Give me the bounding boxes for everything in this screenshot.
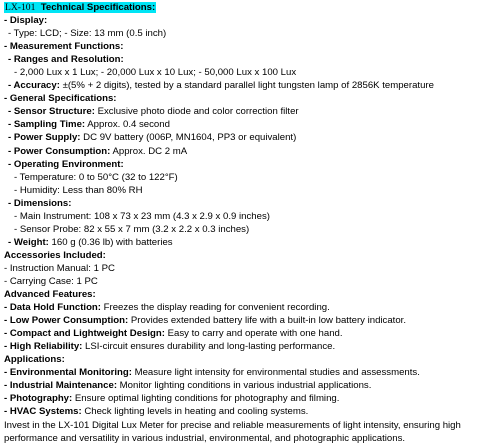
hvac-text: Check lighting levels in heating and cooling systems. <box>81 406 309 418</box>
power-consumption-label: - Power Consumption: <box>8 145 111 157</box>
humidity-line: - Humidity: Less than 80% RH <box>14 184 143 196</box>
environmental-monitoring-text: Measure light intensity for environmental studies and assessments. <box>131 367 420 379</box>
reliability-line <box>4 340 474 353</box>
accessories-heading: Accessories Included: <box>4 249 106 261</box>
photography-label: - Photography: <box>4 393 73 405</box>
data-hold-line <box>4 301 474 314</box>
document-title <box>4 2 156 13</box>
weight-line <box>4 236 474 249</box>
sensor-structure-text: Exclusive photo diode and color correction filter <box>94 106 299 118</box>
power-consumption-text: Approx. DC 2 mA <box>110 145 188 157</box>
power-consumption-line <box>4 145 474 158</box>
accuracy-label: - Accuracy: <box>8 80 60 92</box>
title-text: Technical Specifications: <box>40 2 156 13</box>
environmental-monitoring-line <box>4 366 474 379</box>
compact-design-text: Easy to carry and operate with one hand. <box>164 328 343 340</box>
reliability-text: LSI-circuit ensures durability and long-lasting performance. <box>82 341 336 353</box>
hvac-line <box>4 405 474 418</box>
environmental-monitoring-label: - Environmental Monitoring: <box>4 367 132 379</box>
reliability-label: - High Reliability: <box>4 341 83 353</box>
sampling-time-label: - Sampling Time: <box>8 119 86 131</box>
sampling-time-line <box>4 118 474 131</box>
document-title-line <box>4 1 474 14</box>
hvac-label: - HVAC Systems: <box>4 406 82 418</box>
general-heading: - General Specifications: <box>4 93 117 105</box>
display-heading: - Display: <box>4 15 48 27</box>
instruction-manual-line: - Instruction Manual: 1 PC <box>4 262 115 274</box>
accuracy-line <box>4 79 474 92</box>
ranges-heading: - Ranges and Resolution: <box>8 54 124 66</box>
closing-paragraph: Invest in the LX-101 Digital Lux Meter for precise and reliable measurements of light intensity, ensuring high performance and versatility in various industrial, environmental, and photographic applications. <box>4 419 461 444</box>
weight-text: 160 g (0.36 lb) with batteries <box>48 236 173 248</box>
industrial-maintenance-label: - Industrial Maintenance: <box>4 380 118 392</box>
operating-environment-heading: - Operating Environment: <box>8 158 124 170</box>
industrial-maintenance-line <box>4 379 474 392</box>
carrying-case-line: - Carrying Case: 1 PC <box>4 275 98 287</box>
power-supply-text: DC 9V battery (006P, MN1604, PP3 or equivalent) <box>80 132 297 144</box>
power-supply-label: - Power Supply: <box>8 132 81 144</box>
power-supply-line <box>4 131 474 144</box>
sensor-structure-label: - Sensor Structure: <box>8 106 95 118</box>
measurement-heading: - Measurement Functions: <box>4 41 124 53</box>
photography-line <box>4 392 474 405</box>
applications-heading: Applications: <box>4 354 65 366</box>
display-type-line: - Type: LCD; - Size: 13 mm (0.5 inch) <box>8 28 167 40</box>
compact-design-label: - Compact and Lightweight Design: <box>4 328 165 340</box>
compact-design-line <box>4 327 474 340</box>
data-hold-text: Freezes the display reading for convenient recording. <box>101 302 330 314</box>
ranges-line: - 2,000 Lux x 1 Lux; - 20,000 Lux x 10 Lux; - 50,000 Lux x 100 Lux <box>14 67 297 79</box>
photography-text: Ensure optimal lighting conditions for photography and filming. <box>72 393 340 405</box>
low-power-label: - Low Power Consumption: <box>4 315 129 327</box>
low-power-text: Provides extended battery life with a built-in low battery indicator. <box>128 315 407 327</box>
weight-label: - Weight: <box>8 236 49 248</box>
industrial-maintenance-text: Monitor lighting conditions in various industrial applications. <box>117 380 372 392</box>
sampling-time-text: Approx. 0.4 second <box>85 119 170 131</box>
temperature-line: - Temperature: 0 to 50°C (32 to 122°F) <box>14 171 178 183</box>
dimensions-heading: - Dimensions: <box>8 197 72 209</box>
accuracy-text: ±(5% + 2 digits), tested by a standard parallel light tungsten lamp of 2856K temperature <box>59 80 434 92</box>
model-name: LX-101 <box>5 2 36 13</box>
advanced-heading: Advanced Features: <box>4 289 96 301</box>
sensor-structure-line <box>4 105 474 118</box>
main-instrument-line: - Main Instrument: 108 x 73 x 23 mm (4.3 x 2.9 x 0.9 inches) <box>14 210 270 222</box>
low-power-line <box>4 314 474 327</box>
sensor-probe-line: - Sensor Probe: 82 x 55 x 7 mm (3.2 x 2.2 x 0.3 inches) <box>14 223 250 235</box>
data-hold-label: - Data Hold Function: <box>4 302 101 314</box>
